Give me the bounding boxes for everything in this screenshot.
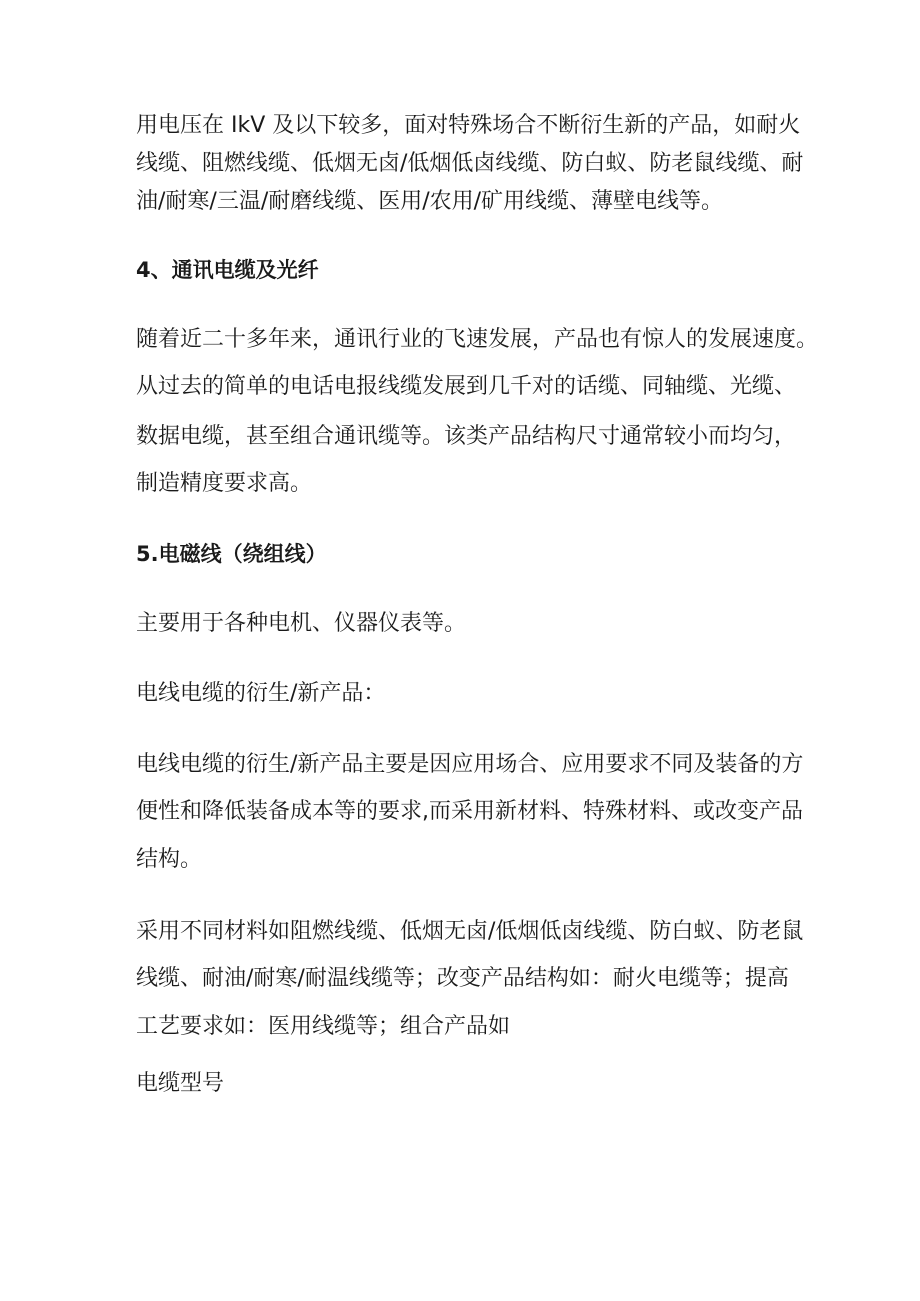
paragraph-1-line-3: 油/耐寒/三温/耐磨线缆、医用/农用/矿用线缆、薄壁电线等。 (136, 189, 724, 214)
paragraph-6-line-3: 工艺要求如：医用线缆等；组合产品如 (136, 1014, 511, 1039)
paragraph-3-line-1: 主要用于各种电机、仪器仪表等。 (136, 611, 467, 636)
section-heading-5: 5.电磁线（绕组线） (136, 542, 327, 566)
paragraph-6-line-1: 采用不同材料如阻燃线缆、低烟无卤/低烟低卤线缆、防白蚁、防老鼠 (136, 919, 804, 944)
paragraph-1-line-2: 线缆、阻燃线缆、低烟无卤/低烟低卤线缆、防白蚁、防老鼠线缆、耐 (136, 151, 804, 176)
paragraph-2-line-4: 制造精度要求高。 (136, 471, 313, 496)
paragraph-5-line-2: 便性和降低装备成本等的要求,而采用新材料、特殊材料、或改变产品 (136, 799, 803, 824)
paragraph-6-line-2: 线缆、耐油/耐寒/耐温线缆等；改变产品结构如：耐火电缆等；提高 (136, 966, 789, 991)
paragraph-2-line-3: 数据电缆，甚至组合通讯缆等。该类产品结构尺寸通常较小而均匀， (136, 424, 797, 449)
paragraph-7-line-1: 电缆型号 (136, 1071, 225, 1096)
paragraph-5-line-3: 结构。 (136, 847, 203, 872)
paragraph-1-line-1: 用电压在 IkV 及以下较多，面对特殊场合不断衍生新的产品，如耐火 (136, 113, 801, 138)
paragraph-5-line-1: 电线电缆的衍生/新产品主要是因应用场合、应用要求不同及装备的方 (136, 752, 804, 777)
paragraph-2-line-2: 从过去的简单的电话电报线缆发展到几千对的话缆、同轴缆、光缆、 (136, 374, 797, 399)
paragraph-2-line-1: 随着近二十多年来，通讯行业的飞速发展，产品也有惊人的发展速度。 (136, 327, 819, 352)
section-heading-4: 4、通讯电缆及光纤 (136, 258, 319, 282)
paragraph-4-line-1: 电线电缆的衍生/新产品： (136, 681, 386, 706)
